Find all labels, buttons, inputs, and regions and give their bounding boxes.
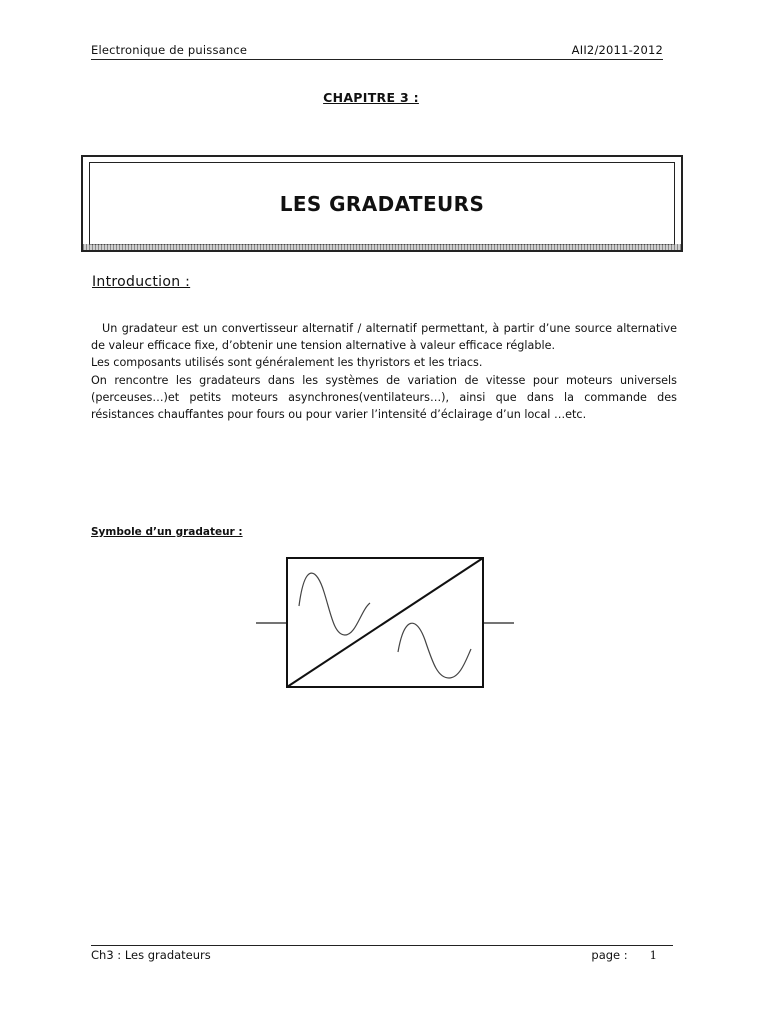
intro-line-3: On rencontre les gradateurs dans les systèmes de variation de vitesse pour moteurs universels (perceuses…)et petits moteurs asynchrones(ventilateurs…), ainsi que dans la commande des résistances chauffantes pour fours ou pour varier l’intensité d’éclairage d’un local …etc.	[91, 373, 677, 422]
course-title: Electronique de puissance	[91, 43, 248, 57]
page-indicator	[591, 948, 657, 962]
output-sine-wave-icon	[398, 623, 471, 678]
class-year: AII2/2011-2012	[571, 43, 663, 57]
page-label: page :	[591, 948, 628, 962]
symbol-heading: Symbole d’un gradateur :	[91, 526, 243, 538]
chapter-title: LES GRADATEURS	[279, 191, 485, 216]
intro-line-2: Les composants utilisés sont généralement les thyristors et les triacs.	[91, 356, 483, 370]
chapter-label: CHAPITRE 3 :	[323, 90, 419, 105]
footer-chapter-ref: Ch3 : Les gradateurs	[91, 948, 211, 962]
page-number: 1	[649, 948, 657, 962]
intro-line-1: Un gradateur est un convertisseur alternatif / alternatif permettant, à partir d’une source alternative de valeur efficace fixe, d’obtenir une tension alternative à valeur efficace réglable.	[91, 322, 677, 353]
input-sine-wave-icon	[299, 573, 370, 635]
introduction-heading: Introduction :	[92, 274, 191, 290]
footer-divider	[91, 945, 673, 946]
symbol-diagonal	[287, 558, 483, 687]
